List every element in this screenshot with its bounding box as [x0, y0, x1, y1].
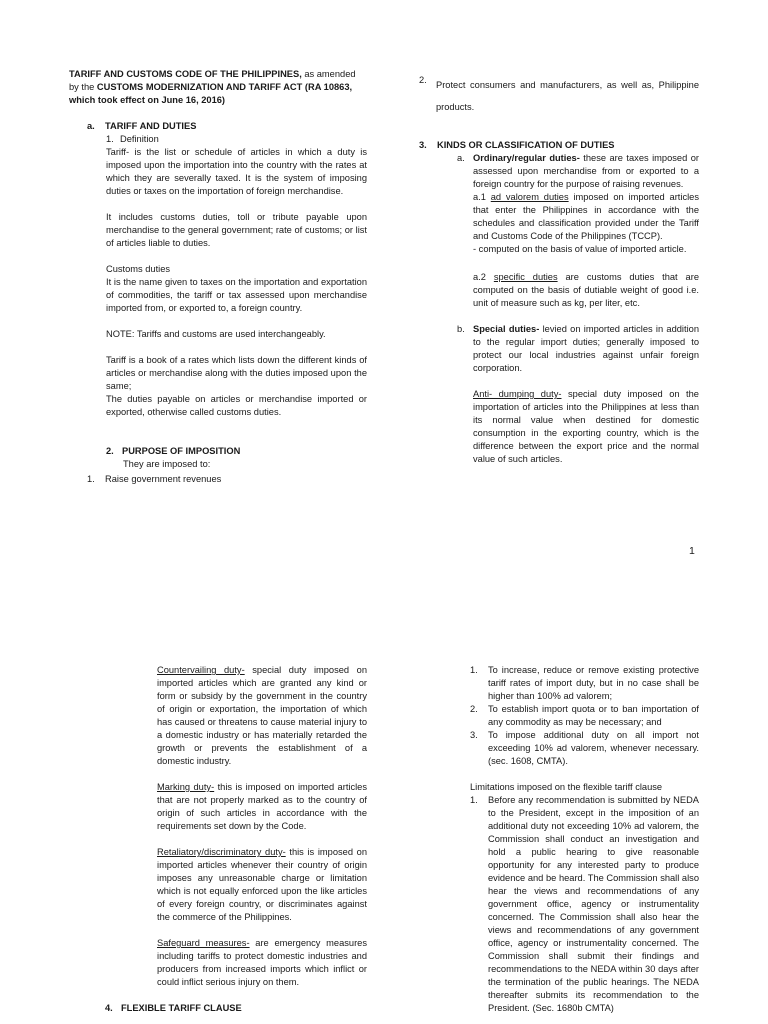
kinds-heading: 3. KINDS OR CLASSIFICATION OF DUTIES — [419, 140, 615, 150]
ad-valorem-duties: a.1 ad valorem duties imposed on imported articles that enter the Philippines in accordance with the schedules and classification provided under the Tariff and Customs Code of the Philippines (TCCP). — [473, 192, 699, 241]
page-gap — [0, 572, 768, 604]
customs-duties-definition: It is the name given to taxes on the importation and exportation of commodities, the tariff or tax assessed upon merchandise imported from, or exported to, a foreign country. — [106, 277, 367, 313]
flex-item-2: 2. To establish import quota or to ban importation of any commodity as may be necessary; and — [470, 704, 699, 727]
tariff-definition: Tariff- is the list or schedule of articles in which a duty is imposed upon the importation into the country with the rates at which they are severally taxed. It is the system of imposing duties or taxes on the importation of foreign merchandise. — [106, 147, 367, 196]
tariff-book: Tariff is a book of a rates which lists down the different kinds of articles or merchandise along with the duties imposed upon the same; — [106, 355, 367, 391]
page1-left-column — [69, 68, 367, 486]
duties-payable: The duties payable on articles or merchandise imported or exported, otherwise called customs duties. — [106, 394, 367, 417]
flex-item-1: 1. To increase, reduce or remove existing protective tariff rates of import duty, but in no case shall be higher than 100% ad valorem; — [470, 665, 699, 701]
imposed-to: They are imposed to: — [123, 459, 211, 469]
purpose-item-1: 1. Raise government revenues — [87, 474, 222, 484]
purpose-heading: 2. PURPOSE OF IMPOSITION — [106, 446, 241, 456]
document-page-2 — [0, 604, 768, 1024]
page2-left-column — [105, 664, 368, 1015]
countervailing-duty: Countervailing duty- special duty imposed on imported articles which are granted any kind or form or subsidy by the government in the country of origin or exportation, the importation of which has caused or threatens to cause material injury to a domestic industry or has materially retarded the growth or prevents the establishment of a domestic industry. — [157, 665, 367, 766]
flex-item-3: 3. To impose additional duty on all import not exceeding 10% ad valorem, whenever necessary. (sec. 1608, CMTA). — [470, 730, 699, 766]
section-a-heading: a. TARIFF AND DUTIES — [87, 121, 197, 131]
page-number: 1 — [689, 545, 695, 557]
limitation-item-1: 1. Before any recommendation is submitted by NEDA to the President, except in the imposition of an additional duty not exceeding 10% ad valorem, the Commission shall conduct an investigation and hold a public hearing to give reasonable opportunity for any interested party to produce evidence and be heard. The Commission shall also hear the views and recommendations of any government office, agency or instrumentality concerned. The Commission shall also hear the views and recommendations of any government office, agency or instrumentality concerned. The Commission shall submit their findings and recommendations to the NEDA within 30 days after the termination of the public hearings. The NEDA thereafter submits its recommendation to the President. (Sec. 1680b CMTA) — [470, 795, 699, 1013]
limitations-heading: Limitations imposed on the flexible tariff clause — [470, 782, 663, 792]
specific-duties: a.2 specific duties are customs duties that are computed on the basis of dutiable weight of good i.e. unit of measure such as kg, per liter, etc. — [473, 272, 699, 308]
safeguard-measures: Safeguard measures- are emergency measures including tariffs to protect domestic industries and producers from increased imports which inflict or could inflict serious injury on them. — [157, 938, 368, 987]
document-title: TARIFF AND CUSTOMS CODE OF THE PHILIPPINES, as amended by the CUSTOMS MODERNIZATION AND TARIFF ACT (RA 10863, which took effect on June 16, 2016) — [69, 69, 356, 105]
ordinary-duties: a. Ordinary/regular duties- these are taxes imposed or assessed upon merchandise from or exported to a foreign country for the purpose of raising revenues. a.1 ad valorem duties imposed on imported articles that enter the Philippines in accordance with the schedules and classification provided under the Tariff and Customs Code of the Philippines (TCCP). - computed on the basis of value of imported article. a.2 specific duties are customs duties that are computed on the basis of dutiable weight of good i.e. unit of measure such as kg, per liter, etc. — [457, 153, 699, 308]
page1-right-column — [419, 74, 699, 466]
ad-valorem-computed: - computed on the basis of value of imported article. — [473, 244, 687, 254]
purpose-item-2: 2. Protect consumers and manufacturers, as well as, Philippine products. — [419, 75, 699, 112]
page2-right-column — [470, 664, 699, 1015]
tariff-includes: It includes customs duties, toll or tribute payable upon merchandise to the general government; rate of customs; or list of articles liable to duties. — [106, 212, 367, 248]
anti-dumping-duty: Anti- dumping duty- special duty imposed on the importation of articles into the Philippines at less than its normal value when destined for domestic consumption in the exporting country, which is the difference between the export price and the normal value of such articles. — [473, 389, 699, 464]
flexible-tariff-heading: 4. FLEXIBLE TARIFF CLAUSE — [105, 1003, 242, 1013]
marking-duty: Marking duty- this is imposed on imported articles that are not properly marked as to the country of origin of such articles in accordance with the requirements set down by the Code. — [157, 782, 367, 831]
retaliatory-duty: Retaliatory/discriminatory duty- this is imposed on imported articles whenever their country of origin imposes any unreasonable charge or limitation which is not equally enforced upon the like articles of every foreign country, or discriminates against the commerce of the Philippines. — [157, 847, 367, 922]
special-duties: b. Special duties- levied on imported articles in addition to the regular import duties; generally imposed to protect our local industries against unfair foreign corporation. Anti- dumping duty- special duty imposed on the importation of articles into the Philippines at less than its normal value when destined for domestic consumption in the exporting country, which is the difference between the export price and the normal value of such articles. — [457, 324, 699, 464]
definition-heading: 1. Definition — [106, 134, 159, 144]
customs-duties-heading: Customs duties — [106, 264, 171, 274]
note: NOTE: Tariffs and customs are used interchangeably. — [106, 329, 326, 339]
